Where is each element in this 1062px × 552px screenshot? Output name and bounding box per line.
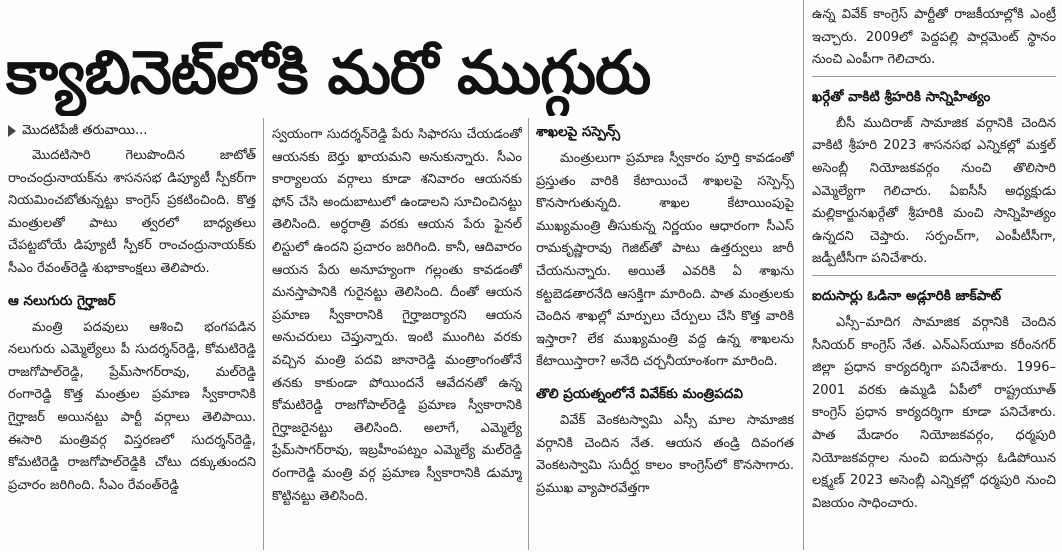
- col4-rule-1: [812, 76, 1056, 77]
- col2-paragraph-1: స్వయంగా సుదర్శన్‌రెడ్డి పేరు సిఫారసు చేయడంతో ఆయనకు బెర్తు ఖాయమని అనుకున్నారు. సీఎం కార్యాలయ వర్గాలు కూడా శనివారం ఆయనకు ఫోన్ చేసి అందుబాటులో ఉండాలని సూచించినట్టు తెలిసింది. అర్ధరాత్రి వరకు ఆయన పేరు ఫైనల్ లిస్టులో ఉందని ప్రచారం జరిగింది. కానీ, ఆదివారం ఆయన పేరు అనూహ్యంగా గల్లంతు కావడంతో మనస్తాపానికి గురైనట్టు తెలిసింది. దీంతో ఆయన ప్రమాణ స్వీకారానికి గైర్హాజర్యారని ఆయన అనుచరులు చెప్తున్నారు. ఇంటి ముంగిట వరకు వచ్చిన మంత్రి పదవి జానారెడ్డి మంత్రాంగంతోనే తనకు కాకుండా పోయిందనే ఆవేదనతో ఉన్న కోమటిరెడ్డి రాజగోపాల్‌రెడ్డి ప్రమాణ స్వీకారానికి గైర్హాజరైనట్టు తెలిసింది. అలాగే, ఎమ్మెల్యే ప్రేమ్‌సాగర్‌రావు, ఇబ్రహీంపట్నం ఎమ్మెల్యే మల్‌రెడ్డి రంగారెడ్డి మంత్రి వర్గ ప్రమాణ స్వీకారానికి డుమ్మా కొట్టినట్టు తెలిసింది.: [272, 127, 522, 504]
- col1-subheading: ఆ నలుగురు గైర్హాజర్: [8, 292, 116, 309]
- column-divider-1: [263, 118, 264, 550]
- col3-paragraph-2: వివేక్ వెంకటస్వామి ఎస్సీ మాల సామాజిక వర్గానికి చెందిన నేత. ఆయన తండ్రి దివంగత వెంకటస్వామి సుదీర్ఘ కాలం కాంగ్రెస్‌లో కొనసాగారు. ప్రముఖ వ్యాపారవేత్తగా: [536, 412, 794, 496]
- jump-text: మొదటిపేజీ తరువాయి...: [22, 123, 148, 138]
- col3-subheading-2: తొలి ప్రయత్నంలోనే వివేక్‌కు మంత్రిపదవి: [536, 385, 743, 402]
- col4-paragraph-2: ఎస్సీ–మాదిగ సామాజిక వర్గానికి చెందిన సీనియర్ కాంగ్రెస్ నేత. ఎన్ఎస్‌యూఐ కరీంనగర్ జిల్లా ప్రధాన కార్యదర్శిగా పనిచేశారు. 1996–2001 వరకు ఉమ్మడి ఏపీలో రాష్ట్రయూత్ కాంగ్రెస్ ప్రధాన కార్యదర్శిగా కూడా పనిచేశారు. పాత మేడారం నియోజకవర్గం, ధర్మపురి నియోజకవర్గాల నుంచి ఐదుసార్లు ఓడిపోయిన లక్ష్మణ్ 2023 అసెంబ్లీ ఎన్నికల్లో ధర్మపురి నుంచి విజయం సాధించారు.: [812, 314, 1056, 511]
- col4-subheading-2: ఐదుసార్లు ఓడినా అడ్లూరికి జాక్‌పాట్: [812, 287, 1002, 304]
- col4-paragraph-0: ఉన్న వివేక్ కాంగ్రెస్ పార్టీతో రాజకీయాల్లోకి ఎంట్రీ ఇచ్చారు. 2009లో పెద్దపల్లి పార్లమెంట్ స్థానం నుంచి ఎంపీగా గెలిచారు.: [812, 7, 1056, 68]
- col1-paragraph-2: మంత్రి పదవులు ఆశించి భంగపడిన నలుగురు ఎమ్మెల్యేలు పీ సుదర్శన్‌రెడ్డి, కోమటిరెడ్డి రాజగోపాల్‌రెడ్డి, ప్రేమ్‌సాగర్‌రావు, మల్‌రెడ్డి రంగారెడ్డి కొత్త మంత్రుల ప్రమాణ స్వీకారానికి గైర్హాజర్ అయినట్టు పార్టీ వర్గాలు తెలిపాయి. ఈసారి మంత్రివర్గ విస్తరణలో సుదర్శన్‌రెడ్డి, కోమటిరెడ్డి రాజగోపాల్‌రెడ్డికి చోటు దక్కుతుందని ప్రచారం జరిగింది. సీఎం రేవంత్‌రెడ్డి: [8, 319, 256, 493]
- col3-subheading-1: శాఖలపై సస్పెన్స్: [536, 124, 621, 140]
- chevron-right-icon: [8, 125, 16, 137]
- jump-line: [8, 120, 256, 142]
- headline: క్యాబినెట్‌లోకి మరో ముగ్గురు: [6, 38, 651, 108]
- column-1: [8, 120, 256, 550]
- col4-subheading-1: ఖర్గేతో వాకిటి శ్రీహరికి సాన్నిహిత్యం: [812, 88, 991, 105]
- column-divider-3: [803, 0, 804, 550]
- col4-rule-2: [812, 275, 1056, 276]
- column-2: [272, 124, 522, 550]
- col1-paragraph-1: మొదటిసారి గెలుపొందిన జాటోత్ రాంచంద్రునాయక్‌ను శాసనసభ డిప్యూటీ స్పీకర్‌గా నియమించబోతున్నట్టు కాంగ్రెస్ ప్రకటించింది. కొత్త మంత్రులతో పాటు త్వరలో బాధ్యతలు చేపట్టబోయే డిప్యూటీ స్పీకర్ రాంచంద్రునాయక్‌కు సీఎం రేవంత్‌రెడ్డి శుభాకాంక్షలు తెలిపారు.: [8, 148, 256, 276]
- col3-paragraph-1: మంత్రులుగా ప్రమాణ స్వీకారం పూర్తి కావడంతో ప్రస్తుతం వారికి కేటాయించే శాఖలపై సస్పెన్స్ కొనసాగుతున్నది. శాఖల కేటాయింపుపై ముఖ్యమంత్రి తీసుకున్న నిర్ణయం ఆధారంగా సీఎస్ రామకృష్ణారావు గెజిట్‌తో పాటు ఉత్తర్వులు జారీ చేయనున్నారు. అయితే ఎవరికి ఏ శాఖను కట్టబెడతారనేది ఆసక్తిగా మారింది. పాత మంత్రులకు చెందిన శాఖల్లో మార్పులు చేర్పులు చేసి కొత్త వారికి ఇస్తారా? లేక ముఖ్యమంత్రి వద్ద ఉన్న శాఖలను కేటాయిస్తారా? అనేది చర్చనీయాంశంగా మారింది.: [536, 151, 794, 370]
- col4-paragraph-1: బీసీ ముదిరాజ్ సామాజిక వర్గానికి చెందిన వాకిటి శ్రీహరి 2023 శాసనసభ ఎన్నికల్లో మక్తల్ అసెంబ్లీ నియోజకవర్గం నుంచి తొలిసారి ఎమ్మెల్యేగా గెలిచారు. ఏఐసీసీ అధ్యక్షుడు మల్లికార్జునఖర్గేతో శ్రీహరికి మంచి సాన్నిహిత్యం ఉన్నదని చెప్తారు. సర్పంచ్‌గా, ఎంపీటీసీగా, జడ్పీటీసీగా పనిచేశారు.: [812, 115, 1056, 267]
- column-divider-2: [528, 118, 529, 550]
- column-4: [812, 4, 1056, 550]
- column-3: [536, 118, 794, 550]
